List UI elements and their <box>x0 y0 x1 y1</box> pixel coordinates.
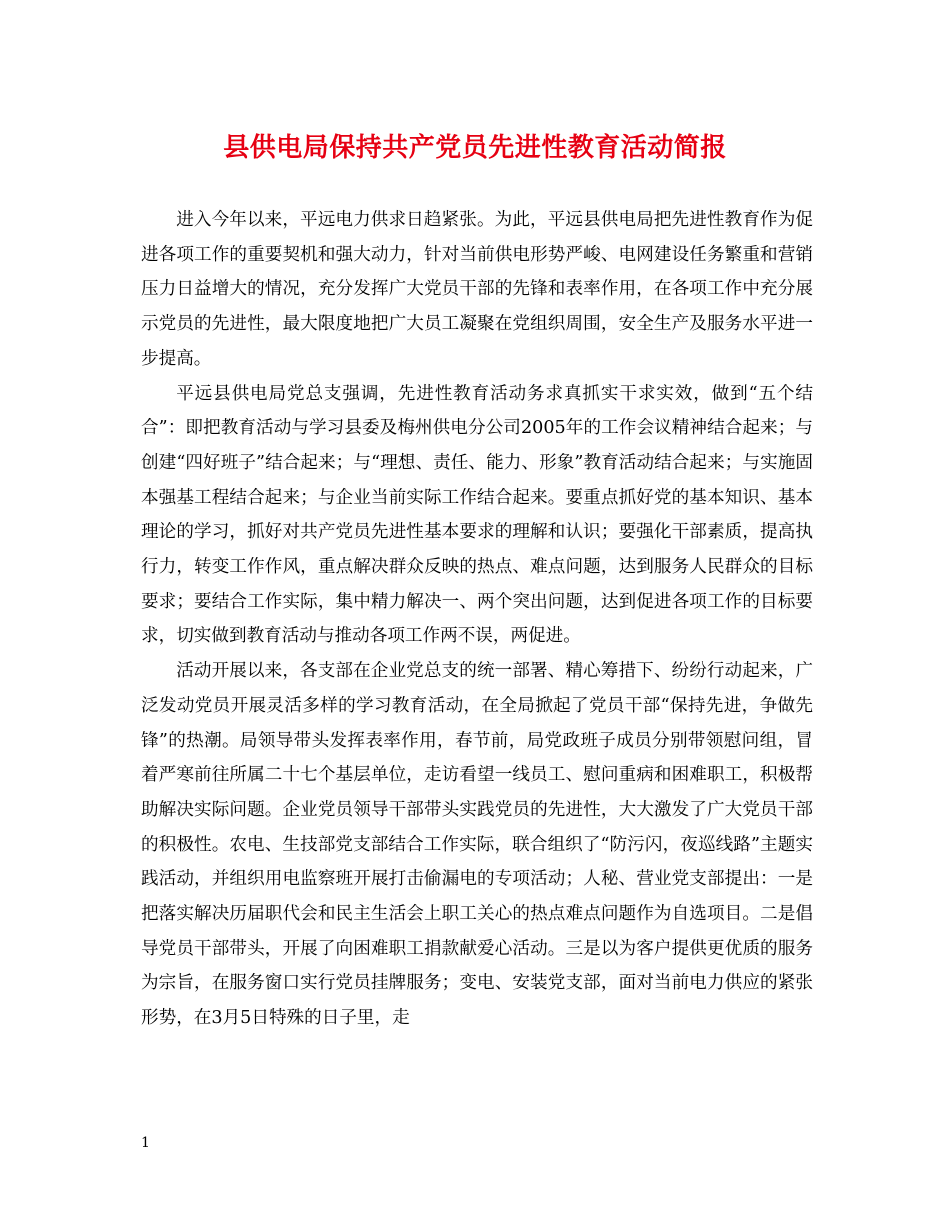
body-paragraph-3: 活动开展以来，各支部在企业党总支的统一部署、精心筹措下、纷纷行动起来，广泛发动党员开展灵活多样的学习教育活动，在全局掀起了党员干部“保持先进，争做先锋”的热潮。局领导带头发挥表率作用，春节前，局党政班子成员分别带领慰问组，冒着严寒前往所属二十七个基层单位，走访看望一线员工、慰问重病和困难职工，积极帮助解决实际问题。企业党员领导干部带头实践党员的先进性，大大激发了广大党员干部的积极性。农电、生技部党支部结合工作实际，联合组织了“防污闪，夜巡线路”主题实践活动，并组织用电监察班开展打击偷漏电的专项活动；人秘、营业党支部提出：一是把落实解决历届职代会和民主生活会上职工关心的热点难点问题作为自选项目。二是倡导党员干部带头，开展了向困难职工捐款献爱心活动。三是以为客户提供更优质的服务为宗旨，在服务窗口实行党员挂牌服务；变电、安装党支部，面对当前电力供应的紧张形势，在3月5日特殊的日子里，走 <box>141 661 813 1029</box>
body-paragraph-2: 平远县供电局党总支强调，先进性教育活动务求真抓实干求实效，做到“五个结合”：即把教育活动与学习县委及梅州供电分公司2005年的工作会议精神结合起来；与创建“四好班子”结合起来；与“理想、责任、能力、形象”教育活动结合起来；与实施固本强基工程结合起来；与企业当前实际工作结合起来。要重点抓好党的基本知识、基本理论的学习，抓好对共产党员先进性基本要求的理解和认识；要强化干部素质，提高执行力，转变工作作风，重点解决群众反映的热点、难点问题，达到服务人民群众的目标要求；要结合工作实际，集中精力解决一、两个突出问题，达到促进各项工作的目标要求，切实做到教育活动与推动各项工作两不误，两促进。 <box>141 383 813 647</box>
page-number: 1 <box>141 1135 150 1151</box>
document-title: 县供电局保持共产党员先进性教育活动简报 <box>223 133 727 163</box>
document-body <box>141 203 813 1036</box>
body-paragraph-1: 进入今年以来，平远电力供求日趋紧张。为此，平远县供电局把先进性教育作为促进各项工作的重要契机和强大动力，针对当前供电形势严峻、电网建设任务繁重和营销压力日益增大的情况，充分发挥广大党员干部的先锋和表率作用，在各项工作中充分展示党员的先进性，最大限度地把广大员工凝聚在党组织周围，安全生产及服务水平进一步提高。 <box>141 210 813 369</box>
